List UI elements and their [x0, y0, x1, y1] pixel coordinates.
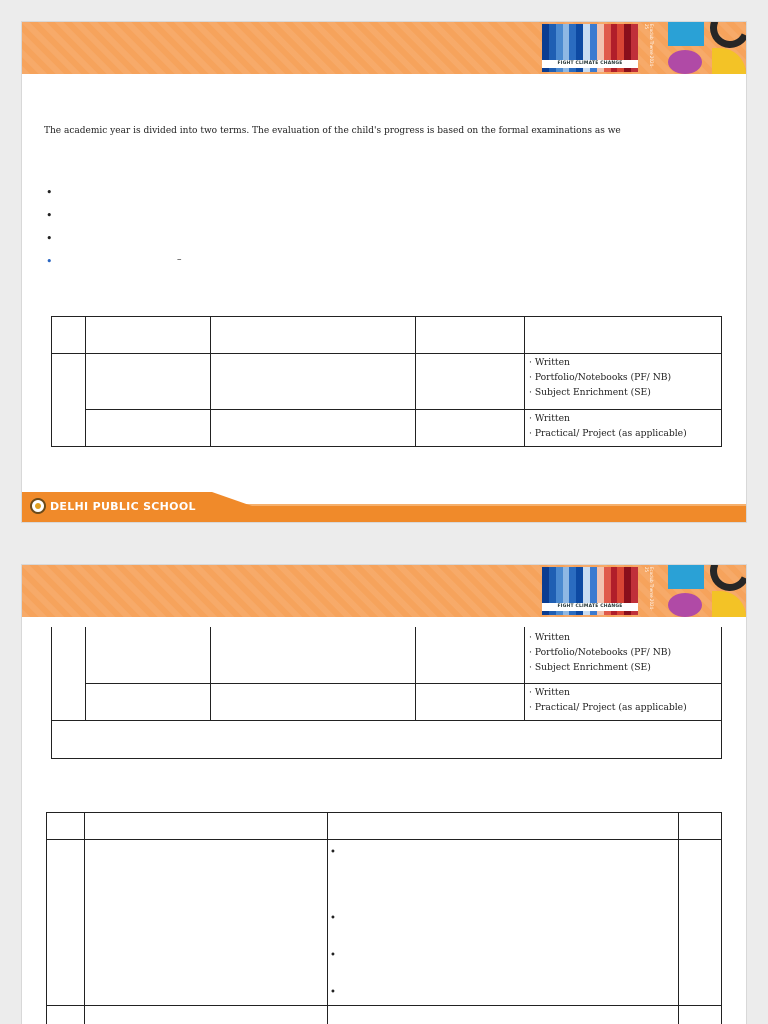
assessment-item: · Portfolio/Notebooks (PF/ NB)	[529, 647, 672, 658]
assessment-table	[51, 316, 722, 447]
assessment-item: · Written	[529, 686, 570, 698]
list-bullet: •	[330, 950, 336, 961]
campaign-label: FIGHT CLIMATE CHANGE	[542, 60, 638, 68]
second-table	[46, 812, 722, 1024]
table-row	[47, 840, 722, 1006]
list-bullet: •	[330, 913, 336, 924]
table-row	[52, 627, 722, 683]
document-page-1	[22, 22, 746, 522]
assessment-item: · Written	[529, 632, 570, 643]
blue-square-shape	[668, 22, 704, 46]
school-logo-icon	[30, 498, 46, 514]
table-row	[47, 1006, 722, 1024]
yellow-quarter-shape	[712, 48, 746, 74]
list-bullet-blue: •	[46, 255, 53, 268]
banner-vertical-text: Ecoclub Theme 2024-25	[644, 24, 654, 68]
assessment-item: · Subject Enrichment (SE)	[529, 662, 651, 673]
assessment-item: · Subject Enrichment (SE)	[529, 387, 651, 398]
list-bullet: •	[46, 232, 53, 245]
footer-bar	[22, 492, 746, 522]
banner-vertical-text: Ecoclub Theme 2024-25	[644, 567, 654, 611]
assessment-item: · Practical/ Project (as applicable)	[529, 701, 687, 713]
intro-paragraph: The academic year is divided into two terms. The evaluation of the child's progress is based on the formal examinations as we	[44, 126, 621, 136]
table-row	[52, 683, 722, 720]
document-page-2	[22, 565, 746, 1024]
list-bullet: •	[330, 847, 336, 858]
list-bullet: •	[330, 987, 336, 998]
footer-divider	[217, 504, 746, 506]
assessment-item: · Written	[529, 413, 570, 424]
purple-oval-shape	[668, 593, 702, 617]
yellow-quarter-shape	[712, 591, 746, 617]
campaign-label: FIGHT CLIMATE CHANGE	[542, 603, 638, 611]
list-bullet: •	[46, 209, 53, 222]
assessment-item: · Practical/ Project (as applicable)	[529, 428, 687, 439]
purple-oval-shape	[668, 50, 702, 74]
table-note-row	[52, 720, 722, 758]
table-row	[52, 354, 722, 410]
dash-mark: –	[177, 255, 182, 265]
assessment-table-continued	[51, 627, 722, 759]
school-name: DELHI PUBLIC SCHOOL	[50, 500, 196, 513]
assessment-item: · Written	[529, 357, 570, 368]
list-bullet: •	[46, 186, 53, 199]
table-row	[52, 410, 722, 447]
table-header-row	[47, 813, 722, 840]
table-header-row	[52, 317, 722, 354]
blue-square-shape	[668, 565, 704, 589]
header-banner	[22, 565, 746, 617]
assessment-item: · Portfolio/Notebooks (PF/ NB)	[529, 372, 672, 383]
header-banner	[22, 22, 746, 74]
